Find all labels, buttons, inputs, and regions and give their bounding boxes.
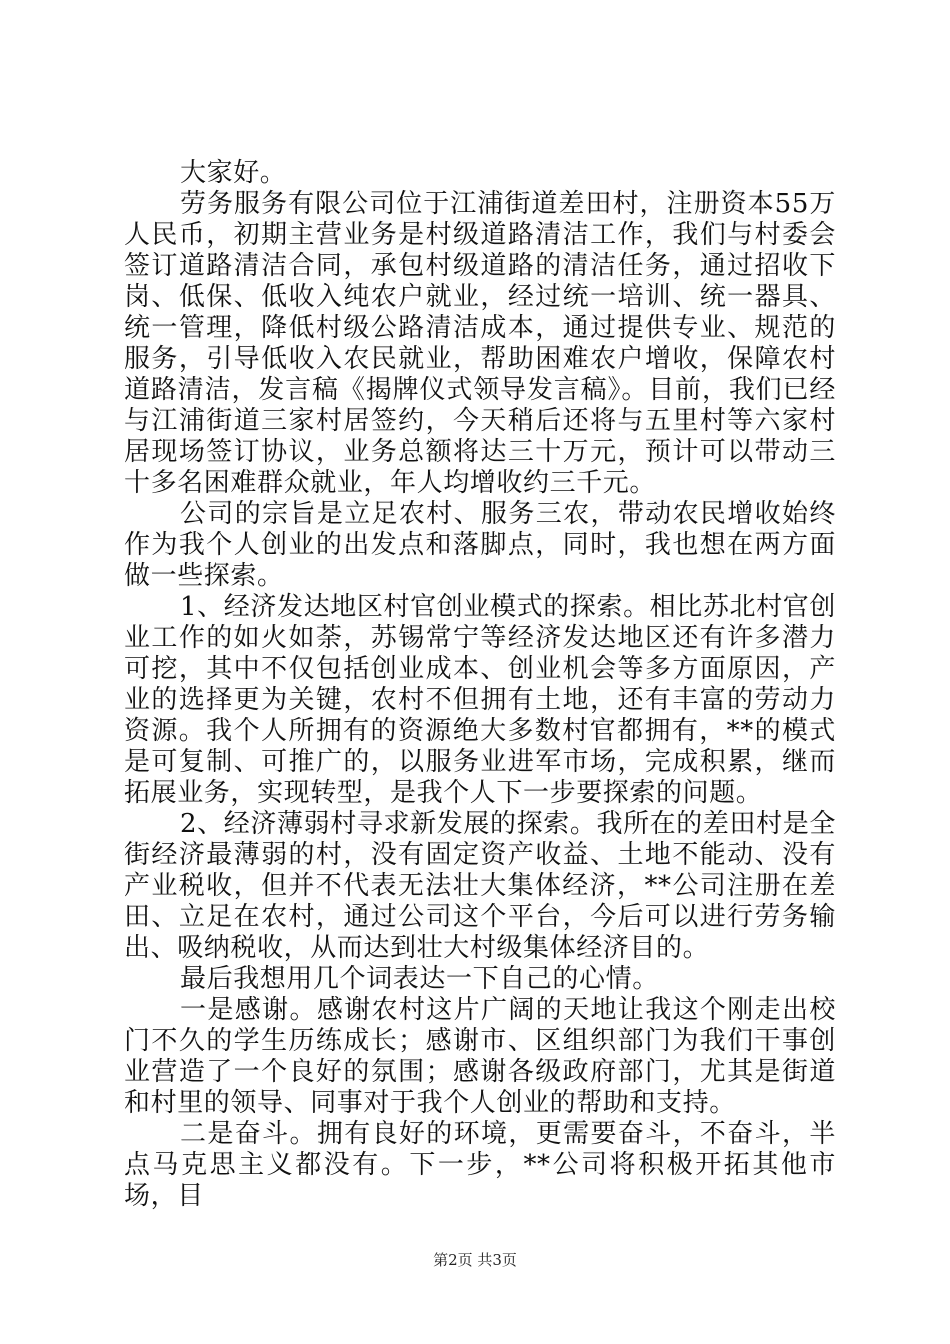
paragraph-struggle: 二是奋斗。拥有良好的环境，更需要奋斗，不奋斗，半点马克思主义都没有。下一步，**公司将积极开拓其他市场，目 (124, 1119, 836, 1211)
page-number-footer: 第2页 共3页 (433, 1251, 517, 1269)
paragraph-exploration-2: 2、经济薄弱村寻求新发展的探索。我所在的差田村是全街经济最薄弱的村，没有固定资产收益、土地不能动、没有产业税收，但并不代表无法壮大集体经济，**公司注册在差田、立足在农村，通过公司这个平台，今后可以进行劳务输出、吸纳税收，从而达到壮大村级集体经济目的。 (124, 809, 836, 963)
document-body (124, 158, 836, 1212)
paragraph-company-purpose: 公司的宗旨是立足农村、服务三农，带动农民增收始终作为我个人创业的出发点和落脚点，同时，我也想在两方面做一些探索。 (124, 499, 836, 591)
paragraph-gratitude: 一是感谢。感谢农村这片广阔的天地让我这个刚走出校门不久的学生历练成长；感谢市、区组织部门为我们干事创业营造了一个良好的氛围；感谢各级政府部门，尤其是街道和村里的领导、同事对于我个人创业的帮助和支持。 (124, 995, 836, 1118)
paragraph-exploration-1: 1、经济发达地区村官创业模式的探索。相比苏北村官创业工作的如火如荼，苏锡常宁等经济发达地区还有许多潜力可挖，其中不仅包括创业成本、创业机会等多方面原因，产业的选择更为关键，农村不但拥有土地，还有丰富的劳动力资源。我个人所拥有的资源绝大多数村官都拥有，**的模式是可复制、可推广的，以服务业进军市场，完成积累，继而拓展业务，实现转型，是我个人下一步要探索的问题。 (124, 592, 836, 808)
paragraph-greeting: 大家好。 (180, 158, 287, 188)
paragraph-closing-intro: 最后我想用几个词表达一下自己的心情。 (180, 964, 659, 994)
paragraph-company-intro: 劳务服务有限公司位于江浦街道差田村，注册资本55万人民币，初期主营业务是村级道路清洁工作，我们与村委会签订道路清洁合同，承包村级道路的清洁任务，通过招收下岗、低保、低收入纯农户就业，经过统一培训、统一器具、统一管理，降低村级公路清洁成本，通过提供专业、规范的服务，引导低收入农民就业，帮助困难农户增收，保障农村道路清洁，发言稿《揭牌仪式领导发言稿》。目前，我们已经与江浦街道三家村居签约，今天稍后还将与五里村等六家村居现场签订协议，业务总额将达三十万元，预计可以带动三十多名困难群众就业，年人均增收约三千元。 (124, 189, 836, 498)
